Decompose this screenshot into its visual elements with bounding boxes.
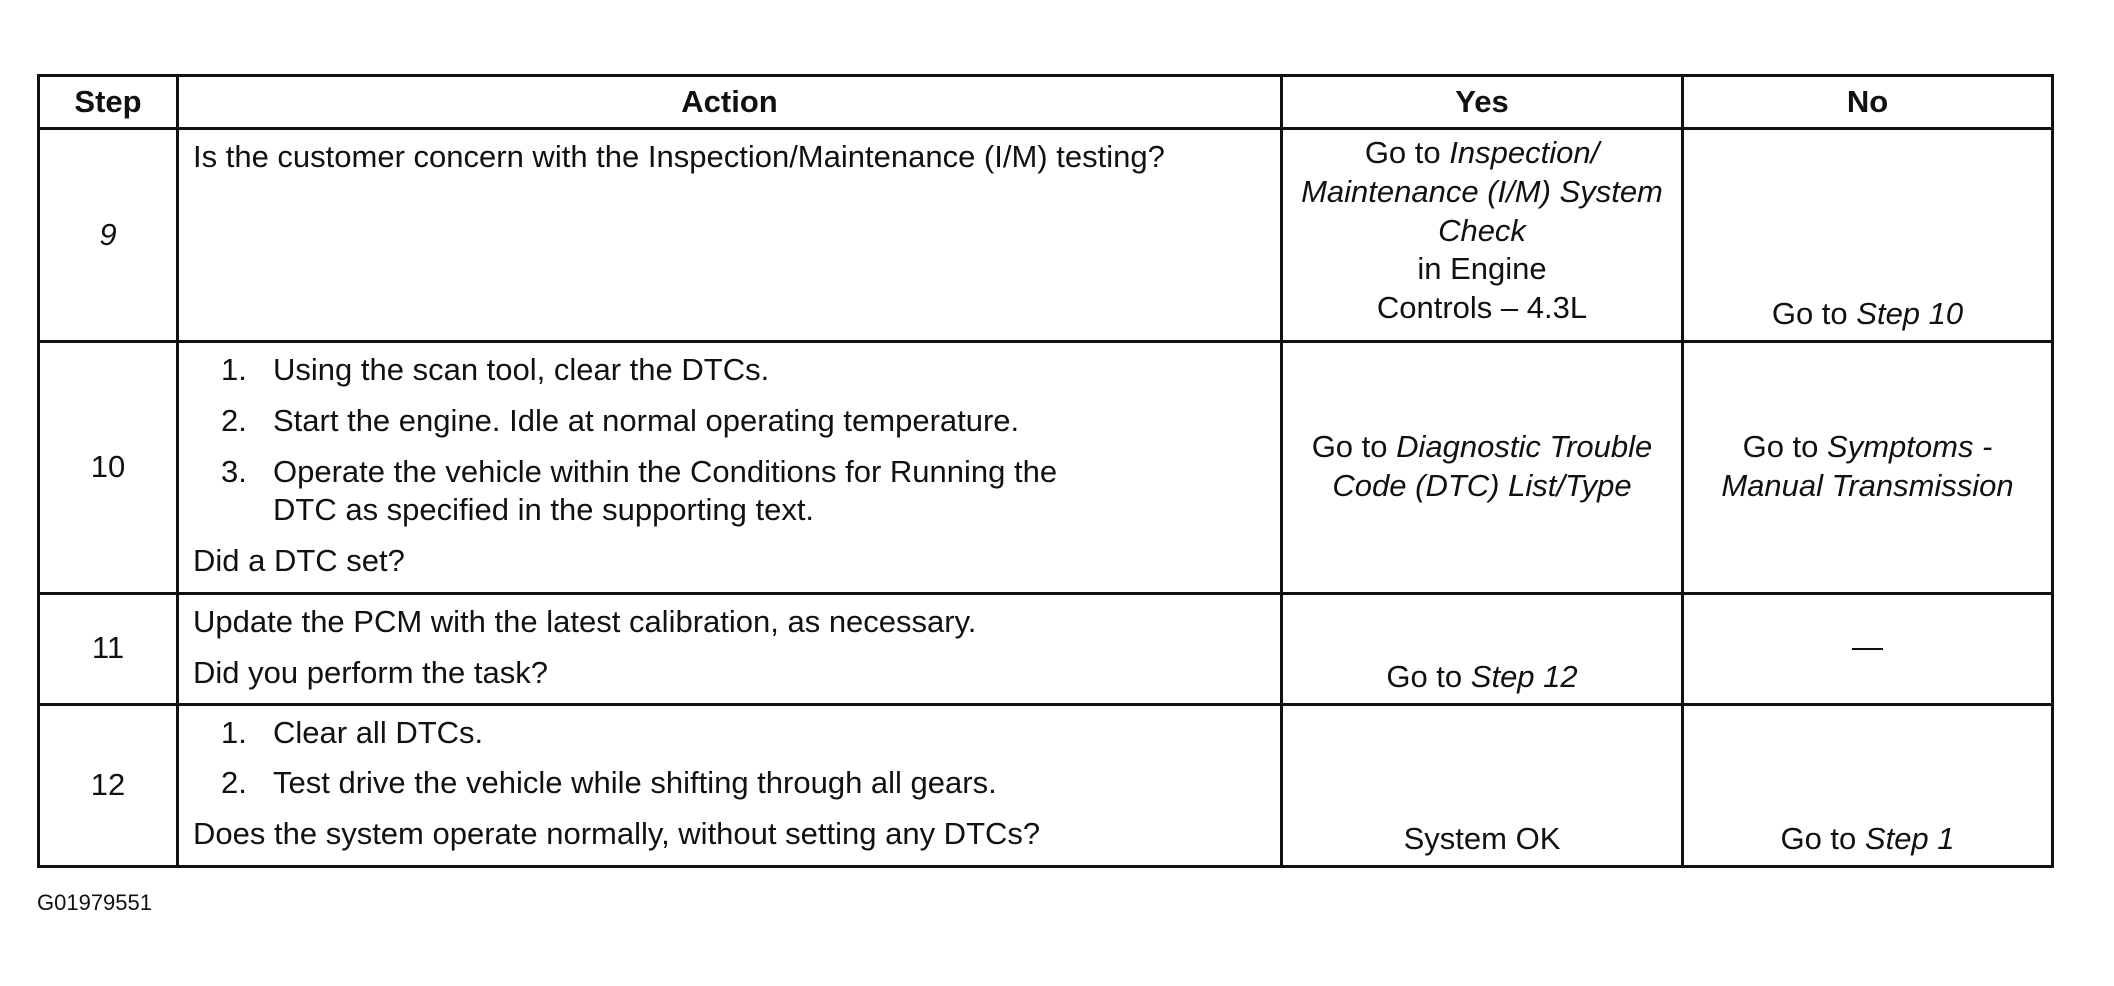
step-number: 11	[39, 594, 178, 705]
yes-suffix: in Engine Controls – 4.3L	[1376, 251, 1588, 325]
figure-id: G01979551	[37, 890, 152, 915]
action-list	[193, 351, 1266, 530]
no-link[interactable]: Step 1	[1864, 820, 1955, 856]
yes-cell	[1282, 129, 1683, 342]
list-item: 3. Operate the vehicle within the Conditions for Running the DTC as specified in the supporting text.	[221, 453, 1058, 528]
no-prefix: Go to	[1780, 820, 1865, 856]
action-cell	[178, 342, 1282, 594]
action-text: Is the customer concern with the Inspection/Maintenance (I/M) testing?	[193, 139, 1165, 174]
yes-text: System OK	[1403, 820, 1561, 856]
no-cell	[1683, 594, 2053, 705]
header-action: Action	[178, 76, 1282, 129]
yes-link[interactable]: Step 12	[1470, 658, 1578, 694]
list-item: 1. Using the scan tool, clear the DTCs.	[221, 352, 770, 387]
yes-prefix: Go to	[1311, 428, 1397, 464]
table-header-row	[39, 76, 2053, 129]
no-cell	[1683, 342, 2053, 594]
action-question: Did a DTC set?	[193, 543, 405, 578]
list-item: 1. Clear all DTCs.	[221, 714, 484, 750]
step-number: 12	[39, 704, 178, 866]
yes-prefix: Go to	[1364, 135, 1450, 170]
no-prefix: Go to	[1771, 296, 1857, 332]
action-list	[193, 714, 1266, 804]
table-row-step-9	[39, 129, 2053, 342]
no-link[interactable]: Symptoms - Manual Transmission	[1721, 428, 2014, 503]
yes-cell	[1282, 342, 1683, 594]
action-cell	[178, 129, 1282, 342]
no-cell	[1683, 704, 2053, 866]
yes-link[interactable]: Diagnostic Trouble Code (DTC) List/Type	[1332, 428, 1653, 503]
step-number: 10	[39, 342, 178, 594]
header-no: No	[1683, 76, 2053, 129]
no-prefix: Go to	[1742, 428, 1828, 464]
yes-link[interactable]: Inspection/ Maintenance (I/M) System Check	[1301, 135, 1663, 248]
action-question: Did you perform the task?	[193, 654, 548, 690]
yes-prefix: Go to	[1386, 658, 1471, 694]
list-item: 2. Start the engine. Idle at normal operating temperature.	[221, 402, 1020, 438]
header-yes: Yes	[1282, 76, 1683, 129]
table-row-step-12	[39, 704, 2053, 866]
step-number: 9	[39, 129, 178, 342]
yes-cell	[1282, 594, 1683, 705]
yes-cell	[1282, 704, 1683, 866]
no-link[interactable]: Step 10	[1856, 296, 1964, 332]
list-item: 2. Test drive the vehicle while shifting through all gears.	[221, 765, 997, 801]
action-question: Does the system operate normally, without setting any DTCs?	[193, 816, 1041, 851]
diagnostic-table	[37, 74, 2054, 868]
header-step: Step	[39, 76, 178, 129]
table-row-step-10	[39, 342, 2053, 594]
action-cell	[178, 594, 1282, 705]
no-cell	[1683, 129, 2053, 342]
table-row-step-11	[39, 594, 2053, 705]
action-text: Update the PCM with the latest calibration, as necessary.	[193, 604, 977, 639]
action-cell	[178, 704, 1282, 866]
no-dash: —	[1852, 629, 1883, 665]
